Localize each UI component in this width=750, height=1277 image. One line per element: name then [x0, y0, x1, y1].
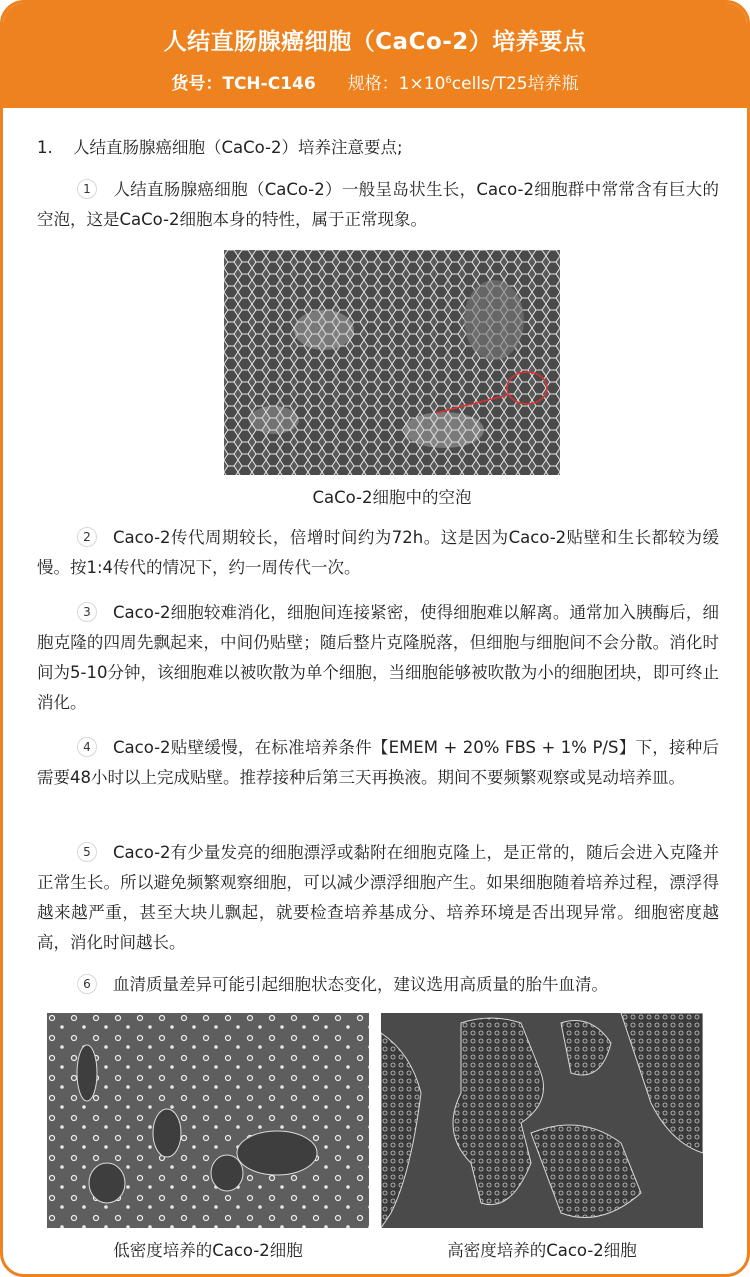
- circled-number-icon: 5: [77, 842, 97, 862]
- circled-number-icon: 6: [77, 974, 97, 994]
- section-heading: [37, 136, 403, 160]
- circled-number-icon: 2: [77, 527, 97, 547]
- header-banner: [3, 3, 747, 108]
- vacuole-micrograph: [224, 250, 560, 475]
- point-3: [37, 598, 719, 718]
- vacuole-caption: CaCo-2细胞中的空泡: [312, 488, 472, 507]
- micrograph-image: [224, 250, 560, 475]
- point-text: Caco-2贴壁缓慢，在标准培养条件【EMEM + 20% FBS + 1% P/S】下，接种后需要48小时以上完成贴壁。推荐接种后第三天再换液。期间不要频繁观察或晃动培养皿。: [37, 738, 719, 787]
- circled-number-icon: 4: [77, 737, 97, 757]
- point-4: [37, 733, 719, 793]
- point-2: [37, 523, 719, 583]
- section-number: 1.: [37, 138, 53, 157]
- high-density-micrograph: [381, 1013, 703, 1228]
- circled-number-icon: 3: [77, 602, 97, 622]
- spec-exponent: 6: [445, 75, 452, 86]
- low-density-micrograph: [47, 1013, 369, 1228]
- section-title: 人结直肠腺癌细胞（CaCo-2）培养注意要点;: [73, 138, 403, 157]
- point-6: [37, 970, 719, 1000]
- spec-suffix: cells/T25培养瓶: [451, 74, 579, 94]
- spec-prefix: 规格：1×10: [347, 74, 446, 94]
- point-text: 人结直肠腺癌细胞（CaCo-2）一般呈岛状生长，Caco-2细胞群中常常含有巨大的空泡，这是CaCo-2细胞本身的特性，属于正常现象。: [37, 180, 719, 229]
- point-text: Caco-2细胞较难消化，细胞间连接紧密，使得细胞难以解离。通常加入胰酶后，细胞克隆的四周先飘起来，中间仍贴壁；随后整片克隆脱落，但细胞与细胞间不会分散。消化时间为5-10分钟，该细胞难以被吹散为单个细胞，当细胞能够被吹散为小的细胞团块，即可终止消化。: [37, 603, 719, 712]
- point-1: [37, 175, 719, 235]
- high-density-caption: 高密度培养的Caco-2细胞: [447, 1241, 637, 1260]
- point-5: [37, 838, 719, 958]
- catalog-number: 货号：TCH-C146: [171, 74, 316, 94]
- page-title: 人结直肠腺癌细胞（CaCo-2）培养要点: [163, 29, 587, 55]
- micrograph-image: [381, 1013, 703, 1228]
- point-text: Caco-2有少量发亮的细胞漂浮或黏附在细胞克隆上，是正常的，随后会进入克隆并正常生长。所以避免频繁观察细胞，可以减少漂浮细胞产生。如果细胞随着培养过程，漂浮得越来越严重，甚至大块儿飘起，就要检查培养基成分、培养环境是否出现异常。细胞密度越高，消化时间越长。: [37, 843, 719, 952]
- product-info: [3, 69, 747, 96]
- circled-number-icon: 1: [77, 179, 97, 199]
- low-density-caption: 低密度培养的Caco-2细胞: [113, 1241, 303, 1260]
- micrograph-image: [47, 1013, 369, 1228]
- point-text: 血清质量差异可能引起细胞状态变化，建议选用高质量的胎牛血清。: [113, 975, 608, 994]
- point-text: Caco-2传代周期较长，倍增时间约为72h。这是因为Caco-2贴壁和生长都较为缓慢。按1:4传代的情况下，约一周传代一次。: [37, 528, 719, 577]
